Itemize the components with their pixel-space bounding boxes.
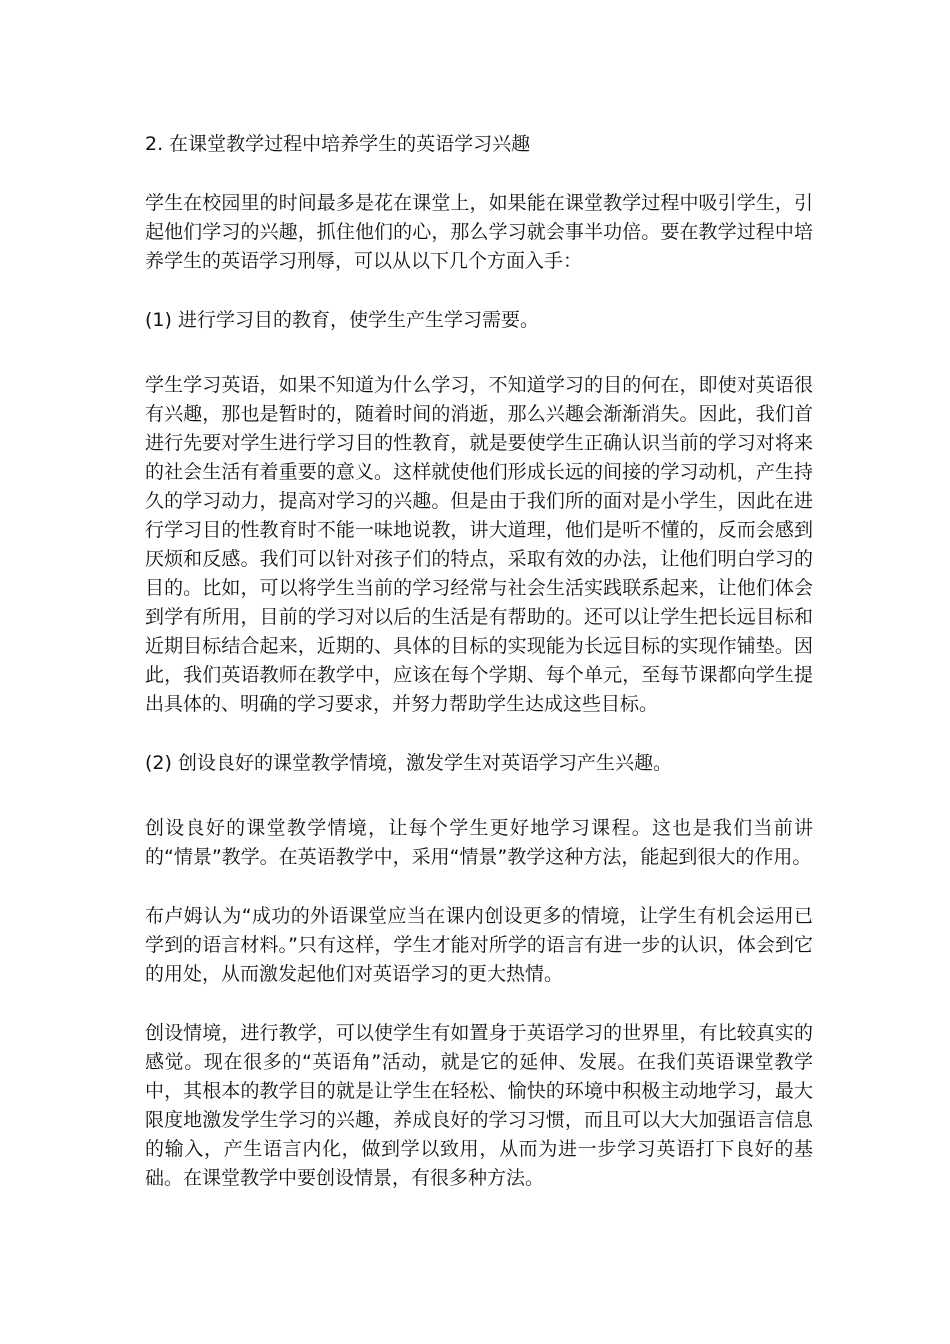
point-2-paragraph-1: 创设良好的课堂教学情境，让每个学生更好地学习课程。这也是我们当前讲的“情景”教学。在英语教学中，采用“情景”教学这种方法，能起到很大的作用。	[145, 817, 813, 868]
point-2-title: (2) 创设良好的课堂教学情境，激发学生对英语学习产生兴趣。	[145, 752, 672, 774]
intro-paragraph: 学生在校园里的时间最多是花在课堂上，如果能在课堂教学过程中吸引学生，引起他们学习的兴趣，抓住他们的心，那么学习就会事半功倍。要在教学过程中培养学生的英语学习刑辱，可以从以下几个方面入手：	[145, 192, 813, 272]
section-title: 2. 在课堂教学过程中培养学生的英语学习兴趣	[145, 133, 531, 155]
point-2-paragraph-2: 布卢姆认为“成功的外语课堂应当在课内创设更多的情境，让学生有机会运用已学到的语言材料。”只有这样，学生才能对所学的语言有进一步的认识，体会到它的用处，从而激发起他们对英语学习的更大热情。	[145, 905, 813, 985]
point-1-title: (1) 进行学习目的教育，使学生产生学习需要。	[145, 309, 539, 331]
point-2-paragraph-3: 创设情境，进行教学，可以使学生有如置身于英语学习的世界里，有比较真实的感觉。现在很多的“英语角”活动，就是它的延伸、发展。在我们英语课堂教学中，其根本的教学目的就是让学生在轻松、愉快的环境中积极主动地学习，最大限度地激发学生学习的兴趣，养成良好的学习习惯，而且可以大大加强语言信息的输入，产生语言内化，做到学以致用，从而为进一步学习英语打下良好的基础。在课堂教学中要创设情景，有很多种方法。	[145, 1022, 813, 1189]
point-1-paragraph: 学生学习英语，如果不知道为什么学习，不知道学习的目的何在，即使对英语很有兴趣，那也是暂时的，随着时间的消逝，那么兴趣会渐渐消失。因此，我们首进行先要对学生进行学习目的性教育，就是要使学生正确认识当前的学习对将来的社会生活有着重要的意义。这样就使他们形成长远的间接的学习动机，产生持久的学习动力，提高对学习的兴趣。但是由于我们所的面对是小学生，因此在进行学习目的性教育时不能一味地说教，讲大道理，他们是听不懂的，反而会感到厌烦和反感。我们可以针对孩子们的特点，采取有效的办法，让他们明白学习的目的。比如，可以将学生当前的学习经常与社会生活实践联系起来，让他们体会到学有所用，目前的学习对以后的生活是有帮助的。还可以让学生把长远目标和近期目标结合起来，近期的、具体的目标的实现能为长远目标的实现作铺垫。因此，我们英语教师在教学中，应该在每个学期、每个单元，至每节课都向学生提出具体的、明确的学习要求，并努力帮助学生达成这些目标。	[145, 374, 813, 715]
document-body	[145, 130, 813, 1223]
